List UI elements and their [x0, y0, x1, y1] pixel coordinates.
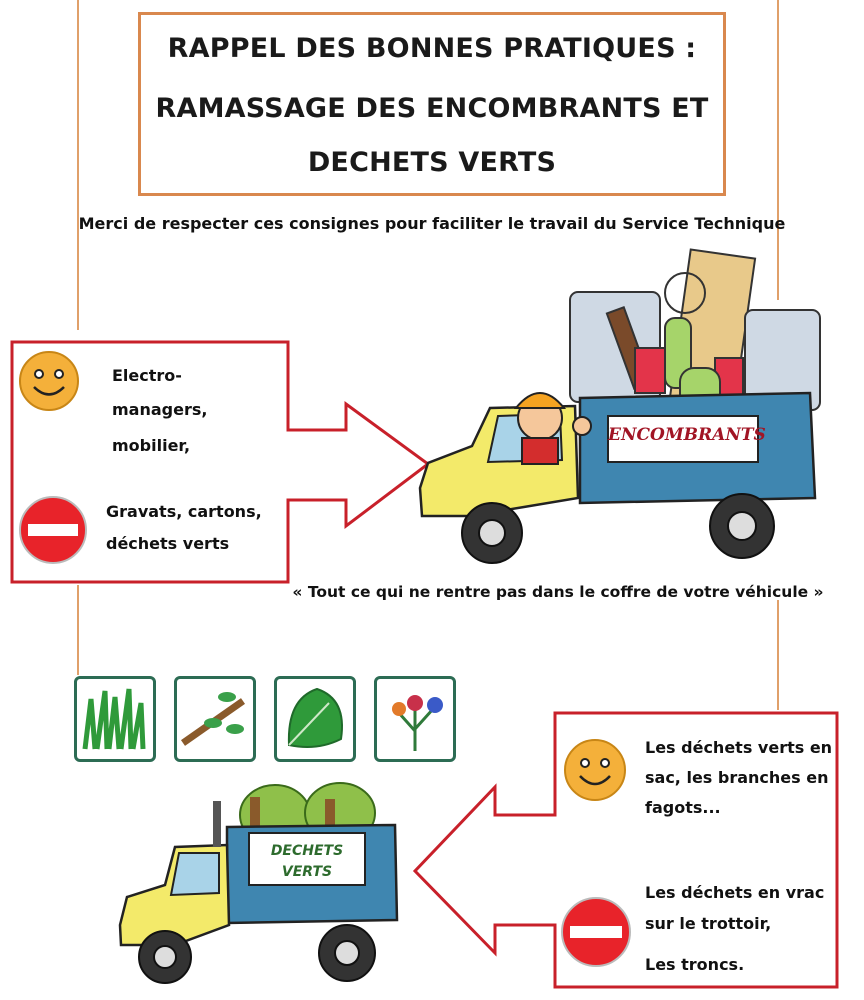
leaf-icon: [274, 676, 356, 762]
no-entry-sign-icon: [560, 896, 632, 968]
dechets-verts-truck-illustration: [115, 775, 415, 997]
title-line-2: RAMASSAGE DES ENCOMBRANTS ET: [155, 93, 709, 124]
forbidden-line-2: déchets verts: [106, 534, 230, 553]
dechets-verts-truck-label-2: VERTS: [281, 864, 333, 880]
green-forbidden-line-3: Les troncs.: [645, 955, 745, 974]
green-allowed-line-3: fagots...: [645, 798, 721, 817]
left-margin-line-lower: [77, 585, 79, 675]
encombrants-truck-label: ENCOMBRANTS: [608, 425, 766, 445]
green-forbidden-line-2: sur le trottoir,: [645, 914, 772, 933]
subtitle: Merci de respecter ces consignes pour faciliter le travail du Service Technique: [78, 214, 786, 233]
grass-icon: [74, 676, 156, 762]
encombrants-quote: « Tout ce qui ne rentre pas dans le coffre de votre véhicule »: [292, 583, 824, 601]
title-line-1: RAPPEL DES BONNES PRATIQUES :: [167, 33, 697, 64]
title-line-3: DECHETS VERTS: [307, 147, 557, 178]
green-allowed-line-1: Les déchets verts en: [645, 738, 833, 757]
dechets-verts-truck-label-1: DECHETS: [270, 843, 344, 859]
allowed-line-3: mobilier,: [112, 436, 191, 455]
no-entry-sign-icon: [18, 495, 88, 565]
green-forbidden-line-1: Les déchets en vrac: [645, 883, 825, 902]
branch-icon: [174, 676, 256, 762]
smiley-icon: [18, 350, 80, 412]
left-margin-line: [77, 0, 79, 330]
title-box: [138, 12, 726, 196]
forbidden-line-1: Gravats, cartons,: [106, 502, 262, 521]
right-margin-line-lower: [777, 600, 779, 710]
green-allowed-line-2: sac, les branches en: [645, 768, 829, 787]
smiley-icon: [563, 738, 627, 802]
allowed-line-1: Electro-: [112, 366, 182, 385]
encombrants-truck-illustration: [410, 248, 830, 578]
allowed-line-2: managers,: [112, 400, 208, 419]
